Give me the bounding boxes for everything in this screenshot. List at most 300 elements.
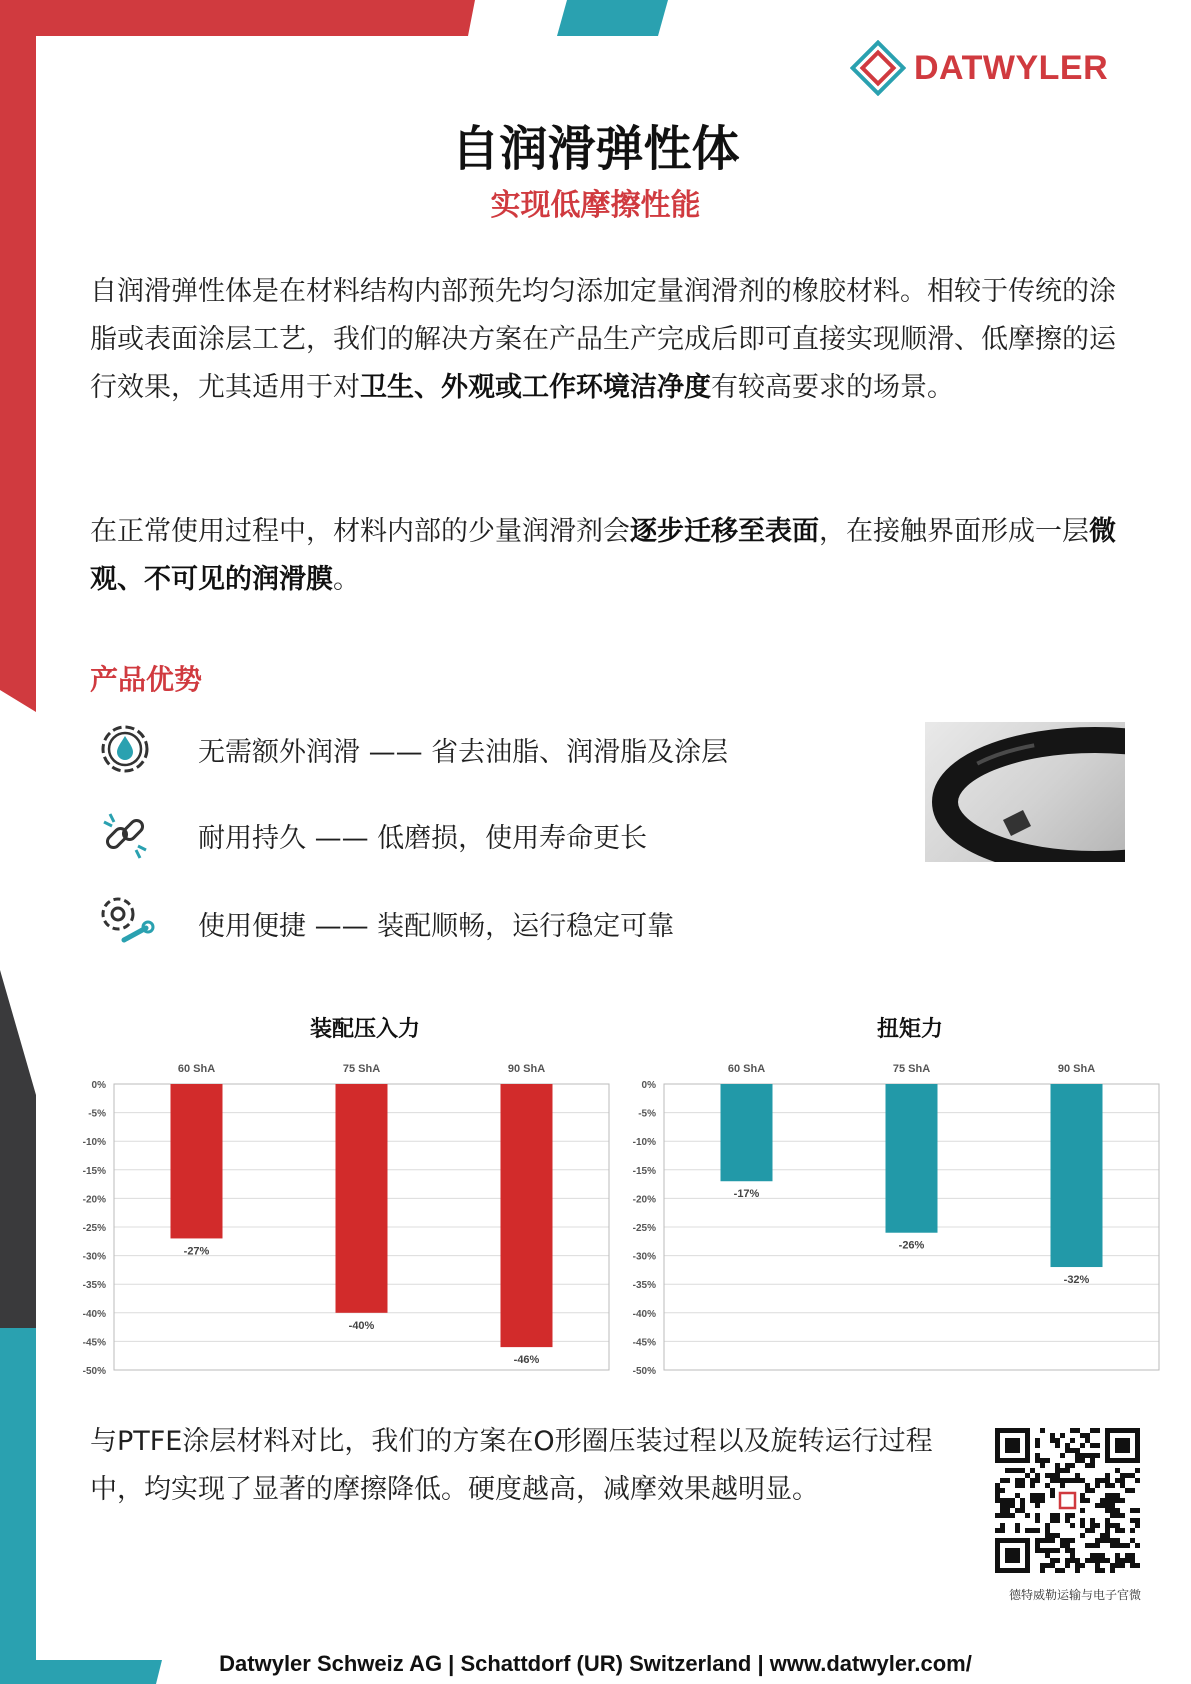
qr-module (1105, 1503, 1110, 1508)
qr-module (1040, 1428, 1045, 1433)
o-ring-image (925, 722, 1125, 862)
qr-caption: 德特威勒运输与电子官微 (1008, 1588, 1141, 1602)
qr-module (1080, 1518, 1085, 1523)
qr-module (1120, 1473, 1125, 1478)
qr-module (995, 1528, 1000, 1533)
data-label: -17% (733, 1188, 760, 1201)
qr-module (1045, 1458, 1050, 1463)
advantage-text: 耐用持久 —— 低磨损，使用寿命更长 (198, 822, 648, 854)
qr-module (1020, 1508, 1025, 1513)
qr-module (1100, 1553, 1105, 1558)
qr-module (1045, 1548, 1050, 1553)
qr-module (1110, 1543, 1115, 1548)
qr-module (1015, 1528, 1020, 1533)
qr-module (1095, 1453, 1100, 1458)
qr-module (1045, 1483, 1050, 1488)
qr-module (1120, 1558, 1125, 1563)
qr-module (1075, 1558, 1080, 1563)
qr-module (1035, 1478, 1040, 1483)
intro-text: ，在接触界面形成一层 (819, 516, 1089, 547)
qr-module (1115, 1528, 1120, 1533)
qr-module (1130, 1553, 1135, 1558)
qr-module (1035, 1528, 1040, 1533)
qr-module (1100, 1533, 1105, 1538)
qr-module (1110, 1523, 1115, 1528)
page-subtitle: 实现低摩擦性能 (490, 188, 701, 223)
qr-module (1030, 1483, 1035, 1488)
qr-module (1005, 1508, 1010, 1513)
qr-module (1030, 1498, 1035, 1503)
intro-emphasis: 微观、不可见的润滑膜 (90, 516, 1116, 595)
qr-module (1000, 1508, 1005, 1513)
qr-module (1045, 1538, 1050, 1543)
qr-module (1070, 1538, 1075, 1543)
y-tick-label: -30% (632, 1251, 656, 1263)
qr-module (1035, 1538, 1040, 1543)
qr-module (1090, 1543, 1095, 1548)
category-label: 90 ShA (507, 1063, 546, 1075)
qr-module (1070, 1513, 1075, 1518)
category-label: 75 ShA (342, 1063, 381, 1075)
qr-module (1045, 1473, 1050, 1478)
qr-module (1080, 1453, 1085, 1458)
qr-module (1050, 1538, 1055, 1543)
qr-module (1005, 1468, 1010, 1473)
y-tick-label: -50% (632, 1366, 656, 1377)
qr-module (1105, 1493, 1110, 1498)
qr-module (1105, 1518, 1110, 1523)
qr-module (1070, 1448, 1075, 1453)
qr-module (1060, 1538, 1065, 1543)
qr-module (1125, 1553, 1130, 1558)
qr-module (1000, 1523, 1005, 1528)
qr-module (1105, 1478, 1110, 1483)
advantages-heading: 产品优势 (90, 663, 203, 696)
qr-module (1120, 1563, 1125, 1568)
qr-module (1075, 1478, 1080, 1483)
gear-drop-icon (90, 714, 160, 784)
qr-module (1020, 1468, 1025, 1473)
y-tick-label: -10% (632, 1137, 656, 1149)
qr-module (1035, 1453, 1040, 1458)
qr-module (1015, 1523, 1020, 1528)
qr-module (1075, 1448, 1080, 1453)
qr-module (1110, 1513, 1115, 1518)
qr-module (1125, 1543, 1130, 1548)
qr-module (995, 1513, 1000, 1518)
qr-module (1115, 1558, 1120, 1563)
qr-module (1040, 1498, 1045, 1503)
qr-module (1080, 1458, 1085, 1463)
qr-module (1070, 1548, 1075, 1553)
qr-module (1120, 1498, 1125, 1503)
qr-module (1085, 1463, 1090, 1468)
qr-module (1125, 1488, 1130, 1493)
qr-module (1130, 1508, 1135, 1513)
intro-text: 有较高要求的场景。 (711, 372, 954, 403)
qr-module (1020, 1503, 1025, 1508)
qr-module (1060, 1453, 1065, 1458)
qr-module (1060, 1468, 1065, 1473)
y-tick-label: -35% (632, 1280, 656, 1292)
y-tick-label: -45% (82, 1337, 106, 1349)
qr-module (995, 1493, 1000, 1498)
qr-module (1090, 1488, 1095, 1493)
y-tick-label: -15% (632, 1165, 656, 1177)
qr-module (1005, 1513, 1010, 1518)
qr-module (1130, 1563, 1135, 1568)
qr-module (1035, 1503, 1040, 1508)
qr-module (1050, 1438, 1055, 1443)
qr-module (1110, 1493, 1115, 1498)
qr-module (1105, 1558, 1110, 1563)
intro-emphasis: 逐步迁移至表面 (630, 516, 819, 547)
qr-module (1085, 1543, 1090, 1548)
qr-module (1040, 1493, 1045, 1498)
intro-text: 自润滑弹性体是在材料结构内部预先均匀添加定量润滑剂的橡胶材料。相较于传统的涂脂或表面涂层工艺，我们的解决方案在产品生产完成后即可直接实现顺滑、低摩擦的运行效果，尤其适用于对 (90, 276, 1116, 403)
qr-module (1040, 1548, 1045, 1553)
brand-name: DATWYLER (914, 48, 1109, 87)
y-tick-label: -40% (632, 1308, 656, 1320)
qr-module (1060, 1543, 1065, 1548)
qr-module (1100, 1478, 1105, 1483)
intro-paragraph-1 (90, 268, 1120, 412)
qr-module (1065, 1518, 1070, 1523)
y-tick-label: -25% (632, 1223, 656, 1234)
qr-module (1135, 1468, 1140, 1473)
qr-module (1120, 1483, 1125, 1488)
qr-module (1125, 1558, 1130, 1563)
data-label: -46% (513, 1354, 540, 1367)
bar (336, 1084, 388, 1313)
qr-module (1050, 1563, 1055, 1568)
qr-module (1080, 1508, 1085, 1513)
qr-module (1105, 1538, 1110, 1543)
qr-module (1065, 1448, 1070, 1453)
qr-module (1015, 1493, 1020, 1498)
qr-module (1080, 1523, 1085, 1528)
qr-module (1115, 1508, 1120, 1513)
qr-module (1045, 1528, 1050, 1533)
y-tick-label: -15% (82, 1165, 106, 1177)
qr-module (1075, 1458, 1080, 1463)
qr-module (1030, 1493, 1035, 1498)
qr-module (1135, 1563, 1140, 1568)
qr-module (1040, 1568, 1045, 1573)
y-tick-label: -10% (82, 1137, 106, 1149)
qr-module (1120, 1478, 1125, 1483)
qr-module (1000, 1528, 1005, 1533)
qr-module (1050, 1493, 1055, 1498)
data-label: -32% (1063, 1274, 1090, 1287)
qr-module (1035, 1513, 1040, 1518)
bar (171, 1084, 223, 1238)
qr-module (1135, 1518, 1140, 1523)
qr-module (1105, 1483, 1110, 1488)
qr-module (1100, 1503, 1105, 1508)
o-ring-photo (925, 722, 1125, 862)
qr-module (1050, 1473, 1055, 1478)
qr-module (1080, 1493, 1085, 1498)
qr-module (1075, 1568, 1080, 1573)
qr-module (1115, 1498, 1120, 1503)
qr-code[interactable] (995, 1428, 1140, 1573)
qr-module (1035, 1493, 1040, 1498)
qr-module (1115, 1563, 1120, 1568)
qr-module (1030, 1528, 1035, 1533)
qr-module (1010, 1468, 1015, 1473)
data-label: -26% (898, 1239, 925, 1252)
qr-finder-core (1005, 1438, 1020, 1453)
qr-module (1000, 1488, 1005, 1493)
bar (886, 1084, 938, 1233)
qr-module (1050, 1558, 1055, 1563)
data-label: -27% (183, 1245, 210, 1258)
qr-module (1085, 1488, 1090, 1493)
qr-module (1005, 1498, 1010, 1503)
qr-module (1010, 1503, 1015, 1508)
intro-text: 。 (333, 564, 360, 595)
qr-module (1035, 1473, 1040, 1478)
qr-module (1060, 1483, 1065, 1488)
qr-module (1115, 1478, 1120, 1483)
qr-module (1020, 1498, 1025, 1503)
qr-module (1130, 1528, 1135, 1533)
advantage-item (90, 800, 647, 870)
qr-module (1090, 1458, 1095, 1463)
qr-module (1080, 1433, 1085, 1438)
qr-module (1115, 1523, 1120, 1528)
qr-module (995, 1498, 1000, 1503)
qr-module (1035, 1518, 1040, 1523)
qr-module (1005, 1478, 1010, 1483)
category-label: 60 ShA (177, 1063, 216, 1075)
qr-module (1115, 1468, 1120, 1473)
qr-module (1045, 1563, 1050, 1568)
qr-module (1035, 1543, 1040, 1548)
intro-emphasis: 卫生、外观或工作环境洁净度 (360, 372, 711, 403)
qr-module (1035, 1443, 1040, 1448)
qr-module (1040, 1458, 1045, 1463)
qr-module (1075, 1473, 1080, 1478)
qr-module (1100, 1558, 1105, 1563)
qr-module (1110, 1503, 1115, 1508)
y-tick-label: -20% (82, 1194, 106, 1206)
qr-module (1105, 1498, 1110, 1503)
qr-module (1065, 1463, 1070, 1468)
qr-module (1090, 1558, 1095, 1563)
qr-module (1130, 1558, 1135, 1563)
qr-module (1110, 1568, 1115, 1573)
qr-module (1130, 1538, 1135, 1543)
qr-module (1050, 1478, 1055, 1483)
qr-module (1070, 1558, 1075, 1563)
qr-module (1015, 1508, 1020, 1513)
qr-module (1130, 1488, 1135, 1493)
advantage-item (90, 714, 728, 784)
qr-module (1075, 1453, 1080, 1458)
qr-module (1085, 1483, 1090, 1488)
data-label: -40% (348, 1319, 375, 1332)
qr-module (1095, 1553, 1100, 1558)
press-fit-force-chart (72, 1054, 617, 1384)
qr-module (1065, 1558, 1070, 1563)
qr-module (1095, 1503, 1100, 1508)
qr-module (1120, 1528, 1125, 1533)
qr-module (1105, 1523, 1110, 1528)
y-tick-label: -30% (82, 1251, 106, 1263)
qr-module (1020, 1483, 1025, 1488)
qr-module (1105, 1528, 1110, 1533)
qr-module (1070, 1438, 1075, 1443)
footer-contact: Datwyler Schweiz AG | Schattdorf (UR) Switzerland | www.datwyler.com/ (219, 1651, 972, 1676)
qr-finder-core (1115, 1438, 1130, 1453)
qr-module (1085, 1558, 1090, 1563)
qr-module (1045, 1523, 1050, 1528)
qr-module (1080, 1443, 1085, 1448)
y-tick-label: -50% (82, 1366, 106, 1377)
qr-module (1035, 1548, 1040, 1553)
qr-module (1040, 1463, 1045, 1468)
qr-module (1090, 1553, 1095, 1558)
qr-module (1090, 1428, 1095, 1433)
qr-module (1065, 1543, 1070, 1548)
page-title: 自润滑弹性体 (451, 121, 740, 177)
qr-module (1135, 1478, 1140, 1483)
qr-module (1080, 1478, 1085, 1483)
qr-module (1065, 1443, 1070, 1448)
qr-finder-core (1005, 1548, 1020, 1563)
qr-module (1070, 1523, 1075, 1528)
qr-module (1065, 1538, 1070, 1543)
y-tick-label: 0% (641, 1080, 656, 1091)
qr-module (1055, 1533, 1060, 1538)
broken-chain-icon (90, 800, 160, 870)
qr-module (1040, 1563, 1045, 1568)
qr-module (1135, 1523, 1140, 1528)
qr-module (1040, 1538, 1045, 1543)
qr-module (1055, 1568, 1060, 1573)
qr-module (1095, 1543, 1100, 1548)
qr-module (1000, 1503, 1005, 1508)
y-tick-label: 0% (91, 1080, 106, 1091)
qr-module (1015, 1468, 1020, 1473)
qr-module (1095, 1428, 1100, 1433)
qr-module (1135, 1543, 1140, 1548)
qr-module (1055, 1518, 1060, 1523)
qr-module (1080, 1498, 1085, 1503)
qr-module (1095, 1483, 1100, 1488)
y-tick-label: -25% (82, 1223, 106, 1234)
torque-force-chart (622, 1054, 1167, 1384)
qr-module (995, 1488, 1000, 1493)
qr-module (1085, 1433, 1090, 1438)
qr-module (1035, 1498, 1040, 1503)
qr-module (1065, 1563, 1070, 1568)
qr-module (1030, 1468, 1035, 1473)
qr-module (1095, 1478, 1100, 1483)
qr-module (1130, 1473, 1135, 1478)
qr-module (1095, 1538, 1100, 1543)
qr-module (1110, 1498, 1115, 1503)
qr-module (1110, 1508, 1115, 1513)
qr-module (1055, 1473, 1060, 1478)
intro-paragraph-2 (90, 508, 1120, 604)
qr-module (1110, 1538, 1115, 1543)
qr-module (1085, 1453, 1090, 1458)
qr-module (1075, 1428, 1080, 1433)
qr-module (1065, 1468, 1070, 1473)
category-label: 60 ShA (727, 1063, 766, 1075)
qr-module (1090, 1518, 1095, 1523)
advantage-text: 使用便捷 —— 装配顺畅，运行稳定可靠 (198, 910, 675, 942)
qr-module (1010, 1498, 1015, 1503)
qr-module (1005, 1503, 1010, 1508)
qr-module (1105, 1473, 1110, 1478)
qr-module (1015, 1478, 1020, 1483)
qr-module (1055, 1443, 1060, 1448)
y-tick-label: -40% (82, 1308, 106, 1320)
chart-title-torque: 扭矩力 (876, 1017, 943, 1042)
bar (501, 1084, 553, 1347)
qr-module (1100, 1568, 1105, 1573)
qr-module (1110, 1563, 1115, 1568)
qr-module (1045, 1553, 1050, 1558)
qr-module (1055, 1558, 1060, 1563)
qr-module (1095, 1523, 1100, 1528)
conclusion-paragraph: 与PTFE涂层材料对比，我们的方案在O形圈压装过程以及旋转运行过程中，均实现了显著的摩擦降低。硬度越高，减摩效果越明显。 (90, 1426, 933, 1505)
y-tick-label: -35% (82, 1280, 106, 1292)
y-tick-label: -5% (638, 1108, 656, 1120)
qr-module (1030, 1478, 1035, 1483)
qr-module (1065, 1548, 1070, 1553)
datwyler-logo-mark-icon (850, 40, 906, 96)
qr-module (1055, 1468, 1060, 1473)
qr-module (1115, 1553, 1120, 1558)
qr-module (1085, 1438, 1090, 1443)
qr-module (1050, 1548, 1055, 1553)
qr-module (1080, 1563, 1085, 1568)
qr-module (1050, 1433, 1055, 1438)
qr-module (1125, 1473, 1130, 1478)
qr-module (1035, 1438, 1040, 1443)
advantage-item (90, 888, 674, 958)
qr-module (1120, 1513, 1125, 1518)
qr-module (1050, 1488, 1055, 1493)
gear-wrench-icon (90, 888, 160, 958)
qr-module (1105, 1533, 1110, 1538)
qr-module (1115, 1513, 1120, 1518)
qr-module (1000, 1478, 1005, 1483)
y-tick-label: -5% (88, 1108, 106, 1120)
category-label: 90 ShA (1057, 1063, 1096, 1075)
qr-module (1090, 1523, 1095, 1528)
intro-text: 在正常使用过程中，材料内部的少量润滑剂会 (90, 516, 630, 547)
qr-module (1045, 1533, 1050, 1538)
qr-module (1110, 1483, 1115, 1488)
qr-module (1130, 1518, 1135, 1523)
qr-module (1065, 1513, 1070, 1518)
y-tick-label: -20% (632, 1194, 656, 1206)
qr-module (1050, 1533, 1055, 1538)
qr-module (1100, 1498, 1105, 1503)
qr-module (1015, 1483, 1020, 1488)
qr-module (1025, 1528, 1030, 1533)
qr-module (1055, 1463, 1060, 1468)
datwyler-logo (850, 40, 1108, 96)
bar (1051, 1084, 1103, 1267)
qr-module (1070, 1463, 1075, 1468)
